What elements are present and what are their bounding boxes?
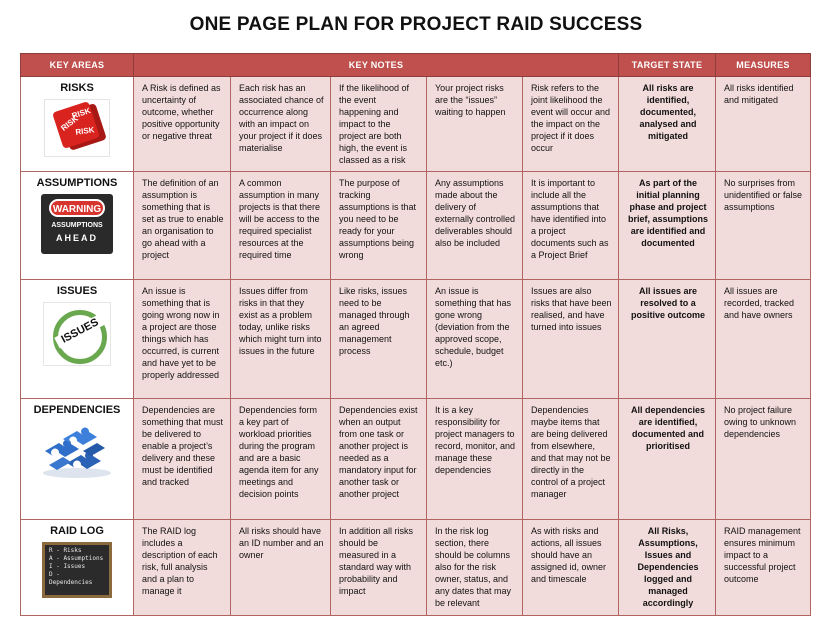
measure-cell: All risks identified and mitigated: [716, 77, 811, 172]
table-row-dependencies: [21, 399, 811, 520]
note-cell: All risks should have an ID number and an owner: [231, 520, 331, 616]
puzzle-pieces-icon: [37, 421, 117, 481]
blackboard-icon: R - Risks A - Assumptions I - Issues D - Dependencies: [42, 542, 112, 598]
target-state-cell: All risks are identified, documented, analysed and mitigated: [619, 77, 716, 172]
area-label: ASSUMPTIONS: [36, 177, 118, 189]
table-row-issues: [21, 280, 811, 399]
note-cell: If the likelihood of the event happening and impact to the project are both high, the event is classed as a risk: [331, 77, 427, 172]
note-cell: In addition all risks should be measured in a standard way with probability and impact: [331, 520, 427, 616]
area-cell-dependencies: [21, 399, 134, 520]
measure-cell: All issues are recorded, tracked and have owners: [716, 280, 811, 399]
table-row-raid-log: [21, 520, 811, 616]
measure-cell: RAID management ensures minimum impact to a successful project outcome: [716, 520, 811, 616]
note-cell: An issue is something that has gone wrong (deviation from the approved scope, schedule, budget etc.): [427, 280, 523, 399]
note-cell: It is important to include all the assumptions that have identified into a project documents such as a Project Brief: [523, 172, 619, 280]
note-cell: Issues are also risks that have been realised, and have turned into issues: [523, 280, 619, 399]
note-cell: The definition of an assumption is something that is set as true to enable an organisation to go ahead with a project: [134, 172, 231, 280]
note-cell: A Risk is defined as uncertainty of outcome, whether positive opportunity or negative threat: [134, 77, 231, 172]
header-key-areas: KEY AREAS: [21, 54, 134, 77]
area-label: RAID LOG: [50, 525, 104, 537]
issues-stamp-icon: ISSUES: [43, 302, 111, 366]
target-state-cell: All issues are resolved to a positive outcome: [619, 280, 716, 399]
note-cell: Risk refers to the joint likelihood the event will occur and the impact on the project if it does occur: [523, 77, 619, 172]
note-cell: An issue is something that is going wrong now in a project are those things which has occurred, is current and have yet to be properly addressed: [134, 280, 231, 399]
warning-sign-icon: WARNING ASSUMPTIONS AHEAD: [41, 194, 113, 254]
raid-plan-table: [20, 53, 811, 616]
area-label: ISSUES: [56, 285, 98, 297]
area-cell-risks: [21, 77, 134, 172]
measure-cell: No project failure owing to unknown dependencies: [716, 399, 811, 520]
note-cell: In the risk log section, there should be columns also for the risk owner, status, and any dates that may be relevant: [427, 520, 523, 616]
area-label: DEPENDENCIES: [33, 404, 121, 416]
note-cell: Each risk has an associated chance of occurrence along with an impact on your project if it does materialise: [231, 77, 331, 172]
note-cell: The RAID log includes a description of each risk, full analysis and a plan to manage it: [134, 520, 231, 616]
target-state-cell: All Risks, Assumptions, Issues and Dependencies logged and managed accordingly: [619, 520, 716, 616]
area-cell-assumptions: [21, 172, 134, 280]
note-cell: Dependencies form a key part of workload priorities during the program and are a basic agenda item for any meetings and decision points: [231, 399, 331, 520]
table-row-risks: [21, 77, 811, 172]
note-cell: Your project risks are the “issues” waiting to happen: [427, 77, 523, 172]
header-key-notes: KEY NOTES: [134, 54, 619, 77]
risk-dice-icon: RISK RISK RISK: [44, 99, 110, 157]
note-cell: Like risks, issues need to be managed through an agreed management process: [331, 280, 427, 399]
area-label: RISKS: [60, 82, 94, 94]
header-measures: MEASURES: [716, 54, 811, 77]
table-header-row: [21, 54, 811, 77]
target-state-cell: All dependencies are identified, documented and prioritised: [619, 399, 716, 520]
note-cell: As with risks and actions, all issues should have an assigned id, owner and timescale: [523, 520, 619, 616]
area-cell-raid-log: [21, 520, 134, 616]
note-cell: Any assumptions made about the delivery of externally controlled deliverables should also be included: [427, 172, 523, 280]
page-title: ONE PAGE PLAN FOR PROJECT RAID SUCCESS: [189, 14, 643, 35]
note-cell: Issues differ from risks in that they exist as a problem today, unlike risks which might turn into issues in the future: [231, 280, 331, 399]
note-cell: Dependencies maybe items that are being delivered from elsewhere, and that may not be directly in the control of a project manager: [523, 399, 619, 520]
area-cell-issues: [21, 280, 134, 399]
header-target-state: TARGET STATE: [619, 54, 716, 77]
table-row-assumptions: [21, 172, 811, 280]
note-cell: Dependencies exist when an output from one task or another project is needed as a mandatory input for another task or another project: [331, 399, 427, 520]
note-cell: The purpose of tracking assumptions is that you need to be ready for your assumptions being wrong: [331, 172, 427, 280]
measure-cell: No surprises from unidentified or false assumptions: [716, 172, 811, 280]
note-cell: It is a key responsibility for project managers to record, monitor, and manage these dependencies: [427, 399, 523, 520]
note-cell: Dependencies are something that must be delivered to enable a project’s delivery and these must be identified and tracked: [134, 399, 231, 520]
target-state-cell: As part of the initial planning phase and project brief, assumptions are identified and documented: [619, 172, 716, 280]
note-cell: A common assumption in many projects is that there will be access to the required specialist resources at the required time: [231, 172, 331, 280]
